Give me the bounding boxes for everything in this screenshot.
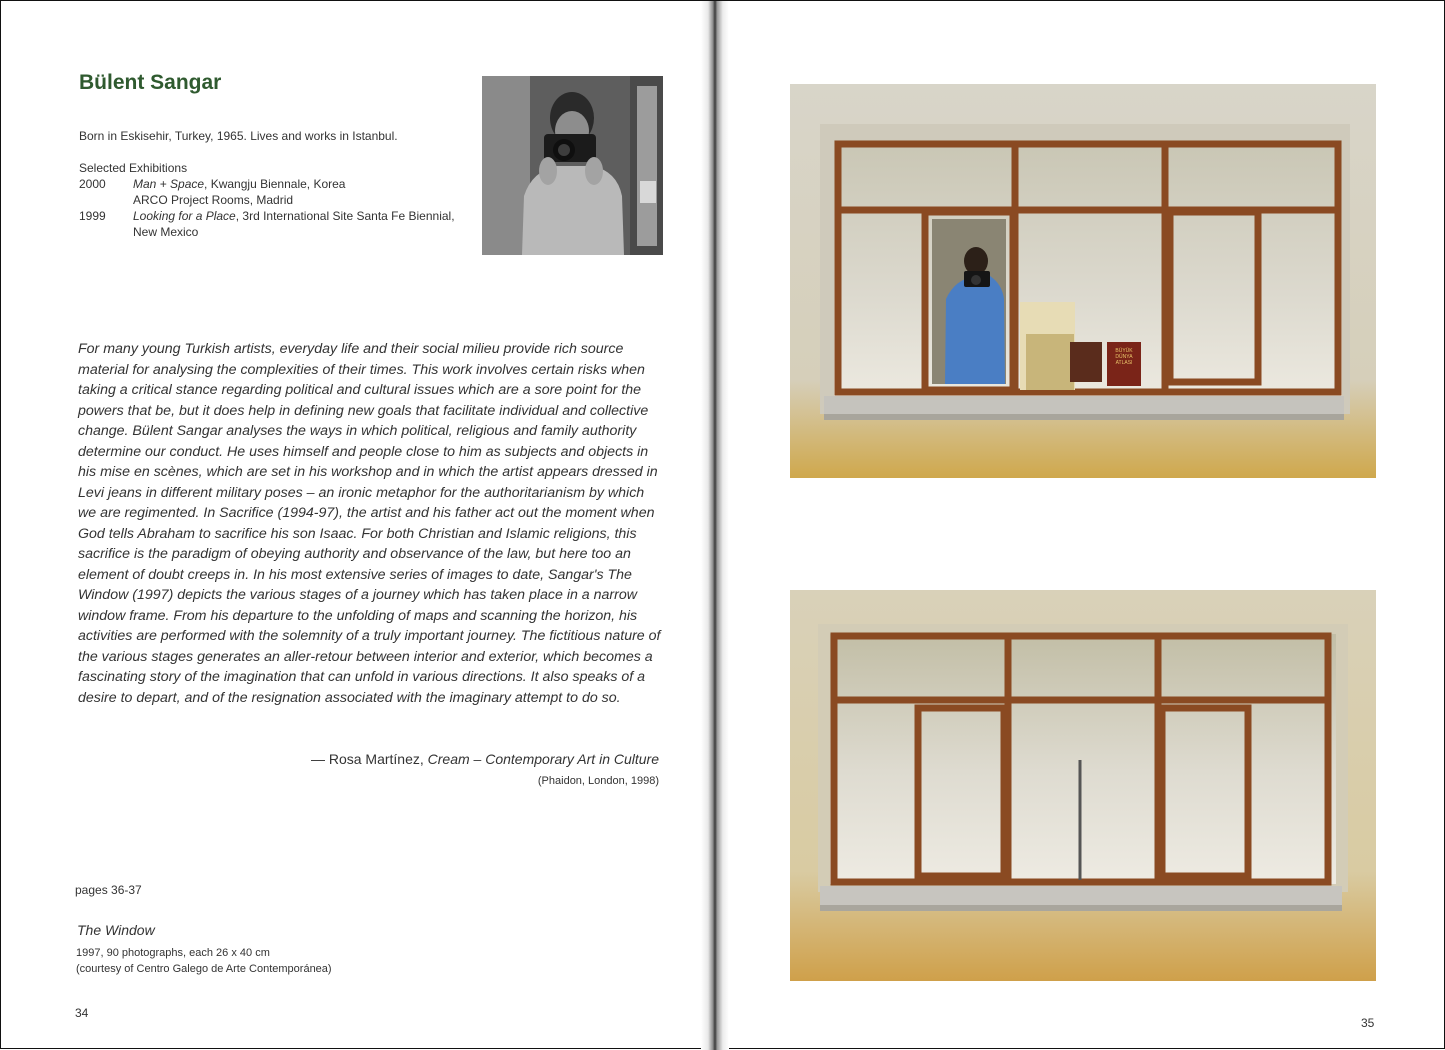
exhibition-year: 1999 [79,209,106,223]
page-number-right: 35 [1361,1016,1375,1030]
attribution-source-title: Cream – Contemporary Art in Culture [427,751,659,767]
work-credit: (courtesy of Centro Galego de Arte Contemporánea) [76,963,332,975]
attribution-publication: (Phaidon, London, 1998) [537,775,659,787]
book-sign-text: DÜNYA [1115,354,1133,360]
pages-reference: pages 36-37 [75,883,142,897]
artist-name: Bülent Sangar [79,71,222,94]
attribution-author: — Rosa Martínez, [310,751,428,767]
book-sign-text: ATLASI [1115,360,1133,366]
page-number-left: 34 [75,1006,89,1020]
exhibition-description [133,176,473,192]
exhibitions-heading: Selected Exhibitions [79,161,188,175]
artist-bio: Born in Eskisehir, Turkey, 1965. Lives and works in Istanbul. [79,129,398,143]
essay-text: For many young Turkish artists, everyday life and their social milieu provide rich source material for analysing the complexities of their times. This work involves certain risks when taking a critical stance regarding political and cultural issues which are a sore point for the powers that be, but it does help in defining new goals that facilitate individual and collective change. Bülent Sangar analyses the ways in which political, religious and family authority determine our conduct. He uses himself and people close to him as subjects and objects in his mise en scènes, which are set in his workshop and in which the artist appears dressed in Levi jeans in different military poses – an ironic metaphor for the authoritarianism by which we are regimented. In Sacrifice (1994-97), the artist and his father act out the moment when God tells Abraham to sacrifice his son Isaac. For both Christian and Islamic religions, this sacrifice is the paradigm of obeying authority and observance of the law, but here too an element of doubt creeps in. In his most extensive series of images to date, Sangar's The Window (1997) depicts the various stages of a journey which has taken place in a narrow window frame. From his departure to the unfolding of maps and scanning the horizon, his activities are performed with the solemnity of a truly important journey. The fictitious nature of the various stages generates an aller-retour between interior and exterior, which becomes a fascinating story of the imagination that can unfold in various directions. It also speaks of a desire to depart, and of the resignation associated with the imaginary attempt to do so. [78,341,661,706]
exhibition-title: Man + Space [133,177,205,191]
book-sign-text: BÜYÜK [1115,348,1133,354]
work-title: The Window [77,922,155,938]
exhibition-venue: ARCO Project Rooms, Madrid [133,193,294,207]
exhibition-venue: , Kwangju Biennale, Korea [204,177,346,191]
window-photo-empty [790,590,1376,981]
exhibition-title: Looking for a Place [133,209,236,223]
work-details: 1997, 90 photographs, each 26 x 40 cm [76,947,270,959]
exhibition-description [133,192,473,208]
exhibition-year: 2000 [79,177,106,191]
book-gutter [701,1,729,1050]
exhibition-venue: , 3rd International Site Santa Fe Biennial, New Mexico [133,209,455,239]
exhibition-description [133,208,473,240]
essay-attribution [201,751,659,767]
window-photo-with-artist [790,84,1376,478]
artist-portrait-photo [482,76,663,255]
work-details-block [76,945,332,977]
